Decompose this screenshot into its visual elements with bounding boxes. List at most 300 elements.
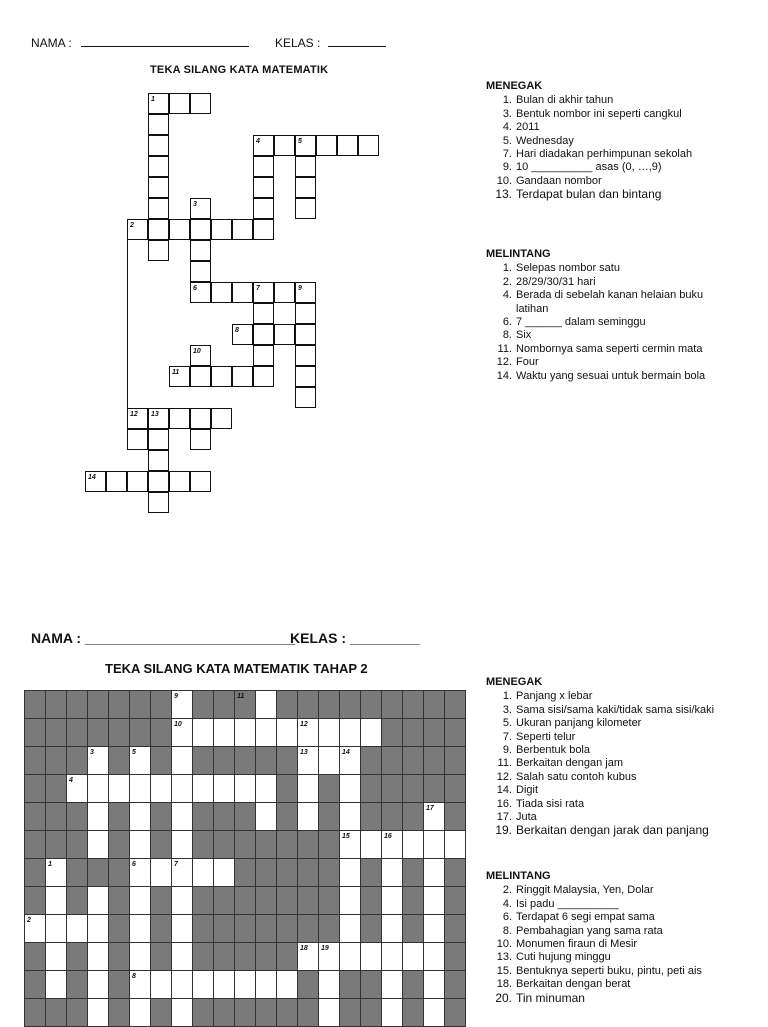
blocked-cell xyxy=(402,774,424,803)
blocked-cell xyxy=(402,970,424,999)
blocked-cell xyxy=(213,830,235,859)
clue-number: 10 xyxy=(174,721,182,728)
crossword-cell[interactable] xyxy=(148,471,169,492)
blocked-cell xyxy=(276,942,298,971)
crossword-cell[interactable] xyxy=(129,802,151,831)
clue-number: 1 xyxy=(151,96,155,103)
blocked-cell xyxy=(108,970,130,999)
crossword-cell[interactable] xyxy=(148,135,169,156)
blocked-cell xyxy=(444,690,466,719)
blocked-cell xyxy=(66,970,88,999)
blocked-cell xyxy=(444,858,466,887)
crossword-cell[interactable] xyxy=(45,886,67,915)
blocked-cell xyxy=(402,858,424,887)
clue-item: 12. Four xyxy=(496,356,539,369)
crossword-cell[interactable] xyxy=(192,774,214,803)
crossword-cell[interactable] xyxy=(45,970,67,999)
crossword-cell[interactable] xyxy=(255,802,277,831)
blocked-cell xyxy=(318,774,340,803)
crossword-cell[interactable] xyxy=(360,830,382,859)
crossword-cell[interactable] xyxy=(148,450,169,471)
crossword-cell[interactable] xyxy=(87,886,109,915)
blocked-cell xyxy=(360,970,382,999)
crossword-cell[interactable] xyxy=(148,240,169,261)
crossword-cell[interactable] xyxy=(66,914,88,943)
blocked-cell xyxy=(213,690,235,719)
blocked-cell xyxy=(360,802,382,831)
crossword-cell[interactable] xyxy=(339,942,361,971)
crossword-cell[interactable] xyxy=(211,282,232,303)
crossword-cell[interactable] xyxy=(171,942,193,971)
blocked-cell xyxy=(402,718,424,747)
blocked-cell xyxy=(318,802,340,831)
blocked-cell xyxy=(234,998,256,1027)
crossword-cell[interactable] xyxy=(232,282,253,303)
crossword-cell[interactable] xyxy=(171,830,193,859)
blocked-cell xyxy=(276,802,298,831)
blocked-cell xyxy=(423,746,445,775)
crossword-cell[interactable] xyxy=(253,219,274,240)
clue-number: 7 xyxy=(256,285,260,292)
blocked-cell xyxy=(45,746,67,775)
clue-item: 3. Bentuk nombor ini seperti cangkul xyxy=(502,107,682,120)
blocked-cell xyxy=(255,942,277,971)
crossword-cell[interactable] xyxy=(444,830,466,859)
clue-number: 19 xyxy=(321,945,329,952)
crossword-cell[interactable] xyxy=(87,774,109,803)
crossword-cell[interactable] xyxy=(171,746,193,775)
crossword-cell[interactable] xyxy=(87,942,109,971)
crossword-cell[interactable] xyxy=(232,219,253,240)
blocked-cell xyxy=(192,830,214,859)
crossword-cell[interactable] xyxy=(171,886,193,915)
blocked-cell xyxy=(444,802,466,831)
blocked-cell xyxy=(402,746,424,775)
clue-number: 2 xyxy=(130,222,134,229)
crossword-cell[interactable] xyxy=(295,345,316,366)
crossword-cell[interactable] xyxy=(274,324,295,345)
blocked-cell xyxy=(423,718,445,747)
crossword-cell[interactable] xyxy=(358,135,379,156)
blocked-cell xyxy=(213,914,235,943)
crossword-cell[interactable] xyxy=(255,774,277,803)
crossword-cell[interactable] xyxy=(402,942,424,971)
crossword-cell[interactable] xyxy=(234,774,256,803)
blocked-cell xyxy=(381,690,403,719)
blocked-cell xyxy=(24,830,46,859)
sheet2-melintang-clues xyxy=(486,870,756,1005)
blocked-cell xyxy=(24,774,46,803)
clue-item: 2. 28/29/30/31 hari xyxy=(502,275,596,288)
crossword-cell[interactable] xyxy=(381,970,403,999)
clue-number: 11 xyxy=(172,369,180,376)
blocked-cell xyxy=(276,998,298,1027)
crossword-cell[interactable] xyxy=(318,970,340,999)
crossword-cell[interactable] xyxy=(106,471,127,492)
clue-number: 11 xyxy=(237,693,245,700)
crossword-cell[interactable] xyxy=(381,914,403,943)
crossword-cell[interactable] xyxy=(318,998,340,1027)
blocked-cell xyxy=(276,690,298,719)
crossword-cell[interactable] xyxy=(129,886,151,915)
clue-item: 10. Monumen firaun di Mesir xyxy=(496,938,638,951)
menegak-heading: MENEGAK xyxy=(486,676,543,688)
blocked-cell xyxy=(150,830,172,859)
crossword-cell[interactable] xyxy=(381,858,403,887)
crossword-cell[interactable] xyxy=(148,219,169,240)
blocked-cell xyxy=(87,858,109,887)
crossword-cell[interactable] xyxy=(171,998,193,1027)
blocked-cell xyxy=(150,914,172,943)
blocked-cell xyxy=(381,802,403,831)
crossword-cell[interactable] xyxy=(274,282,295,303)
crossword-cell[interactable] xyxy=(148,429,169,450)
clue-number: 5 xyxy=(298,138,302,145)
crossword-cell[interactable] xyxy=(150,858,172,887)
crossword-cell[interactable] xyxy=(87,830,109,859)
crossword-cell[interactable] xyxy=(190,366,211,387)
crossword-cell[interactable] xyxy=(360,942,382,971)
blocked-cell xyxy=(255,746,277,775)
crossword-cell[interactable] xyxy=(234,718,256,747)
crossword-cell[interactable] xyxy=(148,156,169,177)
blocked-cell xyxy=(24,998,46,1027)
crossword-cell[interactable] xyxy=(339,914,361,943)
nama-input-line[interactable] xyxy=(81,35,249,47)
blocked-cell xyxy=(297,886,319,915)
crossword-cell[interactable] xyxy=(295,303,316,324)
blocked-cell xyxy=(150,718,172,747)
clue-number: 12 xyxy=(300,721,308,728)
blocked-cell xyxy=(297,830,319,859)
crossword-cell[interactable] xyxy=(190,408,211,429)
crossword-cell[interactable] xyxy=(213,858,235,887)
crossword-cell[interactable] xyxy=(192,970,214,999)
crossword-cell[interactable] xyxy=(211,408,232,429)
clue-number: 14 xyxy=(342,749,350,756)
crossword-cell[interactable] xyxy=(295,387,316,408)
crossword-cell[interactable] xyxy=(213,774,235,803)
crossword-cell[interactable] xyxy=(169,93,190,114)
blocked-cell xyxy=(402,914,424,943)
clue-item: 1. Bulan di akhir tahun xyxy=(502,94,614,107)
crossword-cell[interactable] xyxy=(253,156,274,177)
clue-number: 16 xyxy=(384,833,392,840)
crossword-cell[interactable] xyxy=(190,219,211,240)
blocked-cell xyxy=(234,858,256,887)
blocked-cell xyxy=(108,942,130,971)
sheet1-kelas-row xyxy=(275,35,386,50)
clue-item: 7. Hari diadakan perhimpunan sekolah xyxy=(502,148,693,161)
blocked-cell xyxy=(402,886,424,915)
blocked-cell xyxy=(24,942,46,971)
clue-item: 4. Isi padu __________ xyxy=(502,897,619,910)
crossword-cell[interactable] xyxy=(129,830,151,859)
crossword-cell[interactable] xyxy=(339,802,361,831)
crossword-cell[interactable] xyxy=(171,802,193,831)
crossword-cell[interactable] xyxy=(148,492,169,513)
crossword-cell[interactable] xyxy=(381,998,403,1027)
blocked-cell xyxy=(192,998,214,1027)
crossword-cell[interactable] xyxy=(316,135,337,156)
crossword-cell[interactable] xyxy=(295,324,316,345)
crossword-cell[interactable] xyxy=(255,718,277,747)
blocked-cell xyxy=(360,746,382,775)
clue-item: 19. Berkaitan dengan jarak dan panjang xyxy=(495,823,709,838)
crossword-cell[interactable] xyxy=(253,366,274,387)
crossword-cell[interactable] xyxy=(171,970,193,999)
crossword-cell[interactable] xyxy=(190,93,211,114)
blocked-cell xyxy=(318,914,340,943)
blocked-cell xyxy=(66,886,88,915)
crossword-cell[interactable] xyxy=(169,408,190,429)
sheet2-title: TEKA SILANG KATA MATEMATIK TAHAP 2 xyxy=(105,661,368,676)
clue-item: 20. Tin minuman xyxy=(495,990,585,1005)
blocked-cell xyxy=(150,690,172,719)
crossword-cell[interactable] xyxy=(192,718,214,747)
blocked-cell xyxy=(66,802,88,831)
sheet2-kelas-label[interactable]: KELAS : _________ xyxy=(290,630,420,646)
crossword-cell[interactable] xyxy=(171,774,193,803)
blocked-cell xyxy=(444,970,466,999)
clue-item: 9. Berbentuk bola xyxy=(502,744,590,757)
crossword-cell[interactable] xyxy=(295,177,316,198)
crossword-cell[interactable] xyxy=(339,774,361,803)
crossword-cell[interactable] xyxy=(87,914,109,943)
blocked-cell xyxy=(192,690,214,719)
sheet1-melintang-clues xyxy=(486,248,736,383)
blocked-cell xyxy=(213,998,235,1027)
crossword-cell[interactable] xyxy=(150,774,172,803)
blocked-cell xyxy=(45,830,67,859)
crossword-cell[interactable] xyxy=(339,858,361,887)
blocked-cell xyxy=(87,718,109,747)
blocked-cell xyxy=(297,970,319,999)
crossword-cell[interactable] xyxy=(190,429,211,450)
sheet2-nama-label[interactable]: NAMA : ___________________________ xyxy=(31,630,296,646)
crossword-cell[interactable] xyxy=(337,135,358,156)
blocked-cell xyxy=(108,914,130,943)
clue-item: 6. Terdapat 6 segi empat sama xyxy=(502,911,655,924)
crossword-cell[interactable] xyxy=(339,886,361,915)
clue-item: 14. Digit xyxy=(496,784,539,797)
blocked-cell xyxy=(150,886,172,915)
blocked-cell xyxy=(423,690,445,719)
blocked-cell xyxy=(66,718,88,747)
crossword-cell[interactable] xyxy=(318,718,340,747)
crossword-cell[interactable] xyxy=(255,690,277,719)
crossword-cell[interactable] xyxy=(423,886,445,915)
kelas-label: KELAS : xyxy=(275,36,321,50)
clue-item: 11. Nombornya sama seperti cermin mata xyxy=(497,342,703,355)
crossword-cell[interactable] xyxy=(253,324,274,345)
blocked-cell xyxy=(87,690,109,719)
crossword-cell[interactable] xyxy=(150,970,172,999)
crossword-cell[interactable] xyxy=(211,219,232,240)
crossword-cell[interactable] xyxy=(127,471,148,492)
crossword-cell[interactable] xyxy=(276,718,298,747)
clue-number: 8 xyxy=(235,327,239,334)
blocked-cell xyxy=(24,690,46,719)
crossword-cell[interactable] xyxy=(232,366,253,387)
clue-number: 17 xyxy=(426,805,434,812)
blocked-cell xyxy=(45,690,67,719)
crossword-cell[interactable] xyxy=(171,914,193,943)
crossword-cell[interactable] xyxy=(295,366,316,387)
clue-number: 6 xyxy=(193,285,197,292)
crossword-cell[interactable] xyxy=(360,718,382,747)
blocked-cell xyxy=(24,886,46,915)
blocked-cell xyxy=(108,718,130,747)
crossword-cell[interactable] xyxy=(234,970,256,999)
blocked-cell xyxy=(129,690,151,719)
blocked-cell xyxy=(318,886,340,915)
blocked-cell xyxy=(108,886,130,915)
clue-number: 9 xyxy=(298,285,302,292)
clue-item: 5. Wednesday xyxy=(502,134,574,147)
blocked-cell xyxy=(423,774,445,803)
crossword-cell[interactable] xyxy=(211,366,232,387)
blocked-cell xyxy=(318,830,340,859)
blocked-cell xyxy=(276,830,298,859)
clue-number: 15 xyxy=(342,833,350,840)
blocked-cell xyxy=(276,886,298,915)
blocked-cell xyxy=(45,998,67,1027)
blocked-cell xyxy=(108,690,130,719)
blocked-cell xyxy=(150,942,172,971)
clue-item: 16. Tiada sisi rata xyxy=(496,797,585,810)
clue-item: 13. Cuti hujung minggu xyxy=(496,951,611,964)
crossword-cell[interactable] xyxy=(190,471,211,492)
clue-number: 1 xyxy=(48,861,52,868)
crossword-cell[interactable] xyxy=(295,198,316,219)
blocked-cell xyxy=(192,802,214,831)
grid-line xyxy=(127,240,128,408)
crossword-cell[interactable] xyxy=(381,886,403,915)
blocked-cell xyxy=(444,718,466,747)
blocked-cell xyxy=(234,886,256,915)
crossword-cell[interactable] xyxy=(87,998,109,1027)
blocked-cell xyxy=(234,802,256,831)
crossword-cell[interactable] xyxy=(169,471,190,492)
crossword-cell[interactable] xyxy=(339,718,361,747)
blocked-cell xyxy=(360,998,382,1027)
blocked-cell xyxy=(255,830,277,859)
clue-item: 15. Bentuknya seperti buku, pintu, peti ais xyxy=(496,964,702,977)
blocked-cell xyxy=(108,830,130,859)
crossword-cell[interactable] xyxy=(276,970,298,999)
blocked-cell xyxy=(381,774,403,803)
crossword-cell[interactable] xyxy=(192,858,214,887)
sheet2-menegak-clues xyxy=(486,676,756,838)
blocked-cell xyxy=(213,886,235,915)
blocked-cell xyxy=(66,858,88,887)
blocked-cell xyxy=(255,914,277,943)
clue-item: 8. Pembahagian yang sama rata xyxy=(502,924,663,937)
crossword-cell[interactable] xyxy=(190,261,211,282)
blocked-cell xyxy=(234,746,256,775)
crossword-cell[interactable] xyxy=(129,774,151,803)
clue-item: 18. Berkaitan dengan berat xyxy=(496,978,631,991)
blocked-cell xyxy=(24,718,46,747)
crossword-cell[interactable] xyxy=(213,718,235,747)
crossword-cell[interactable] xyxy=(423,942,445,971)
crossword-cell[interactable] xyxy=(423,970,445,999)
blocked-cell xyxy=(234,942,256,971)
crossword-cell[interactable] xyxy=(148,198,169,219)
kelas-input-line[interactable] xyxy=(328,35,386,47)
crossword-cell[interactable] xyxy=(87,970,109,999)
crossword-cell[interactable] xyxy=(253,198,274,219)
clue-item: 1. Panjang x lebar xyxy=(502,690,593,703)
blocked-cell xyxy=(297,858,319,887)
crossword-cell[interactable] xyxy=(297,802,319,831)
crossword-cell[interactable] xyxy=(297,774,319,803)
crossword-cell[interactable] xyxy=(253,177,274,198)
blocked-cell xyxy=(255,886,277,915)
sheet1-nama-row xyxy=(31,35,249,50)
crossword-cell[interactable] xyxy=(402,830,424,859)
clue-item: 12. Salah satu contoh kubus xyxy=(496,770,637,783)
clue-item: 5. Ukuran panjang kilometer xyxy=(502,717,642,730)
clue-item: 2. Ringgit Malaysia, Yen, Dolar xyxy=(502,884,654,897)
crossword-cell[interactable] xyxy=(129,914,151,943)
blocked-cell xyxy=(108,998,130,1027)
blocked-cell xyxy=(360,914,382,943)
crossword-cell[interactable] xyxy=(169,219,190,240)
sheet1-menegak-clues xyxy=(486,80,756,202)
crossword-cell[interactable] xyxy=(423,998,445,1027)
crossword-cell[interactable] xyxy=(190,240,211,261)
crossword-cell[interactable] xyxy=(148,177,169,198)
blocked-cell xyxy=(24,970,46,999)
menegak-heading: MENEGAK xyxy=(486,80,543,92)
crossword-cell[interactable] xyxy=(129,998,151,1027)
crossword-cell[interactable] xyxy=(45,914,67,943)
blocked-cell xyxy=(276,774,298,803)
blocked-cell xyxy=(66,746,88,775)
clue-number: 3 xyxy=(90,749,94,756)
blocked-cell xyxy=(444,774,466,803)
crossword-cell[interactable] xyxy=(295,156,316,177)
crossword-cell[interactable] xyxy=(127,429,148,450)
crossword-cell[interactable] xyxy=(381,942,403,971)
blocked-cell xyxy=(339,970,361,999)
crossword-cell[interactable] xyxy=(213,970,235,999)
crossword-cell[interactable] xyxy=(253,345,274,366)
crossword-cell[interactable] xyxy=(423,830,445,859)
blocked-cell xyxy=(444,886,466,915)
clue-number: 4 xyxy=(69,777,73,784)
crossword-cell[interactable] xyxy=(108,774,130,803)
crossword-cell[interactable] xyxy=(253,303,274,324)
crossword-cell[interactable] xyxy=(423,914,445,943)
crossword-cell[interactable] xyxy=(129,942,151,971)
crossword-cell[interactable] xyxy=(318,746,340,775)
crossword-cell[interactable] xyxy=(45,942,67,971)
crossword-cell[interactable] xyxy=(423,858,445,887)
crossword-cell[interactable] xyxy=(87,802,109,831)
crossword-cell[interactable] xyxy=(148,114,169,135)
clue-item: 17. Juta xyxy=(496,811,537,824)
blocked-cell xyxy=(213,942,235,971)
crossword-cell[interactable] xyxy=(255,970,277,999)
crossword-cell[interactable] xyxy=(274,135,295,156)
blocked-cell xyxy=(45,774,67,803)
blocked-cell xyxy=(192,942,214,971)
clue-item: 3. Sama sisi/sama kaki/tidak sama sisi/kaki xyxy=(502,703,715,716)
clue-number: 5 xyxy=(132,749,136,756)
